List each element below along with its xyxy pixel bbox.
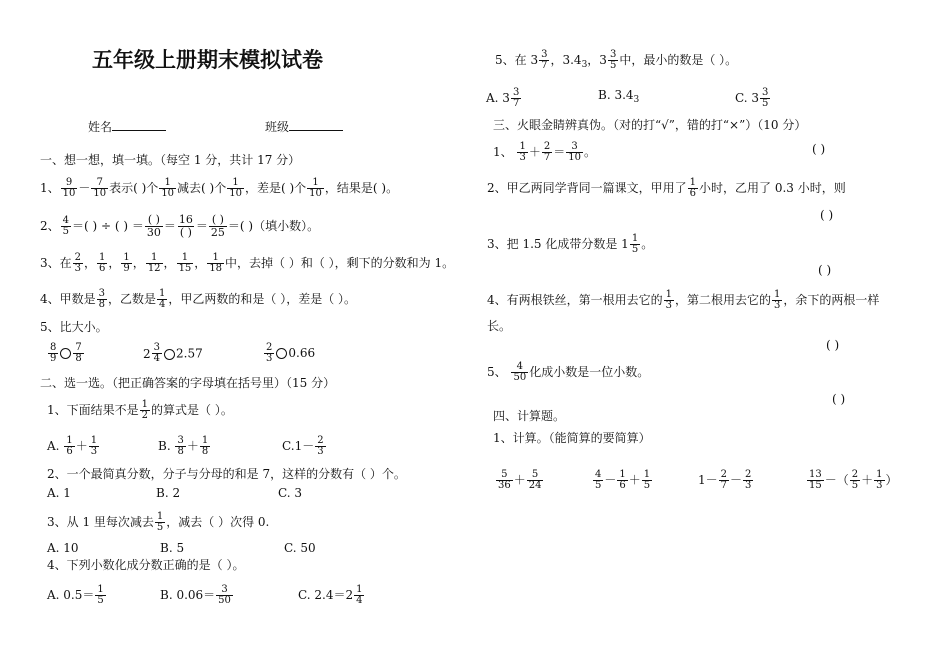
s2-q3-option-a[interactable]: A. 10 [47, 541, 79, 555]
section-3-heading: 三、火眼金睛辨真伪。（对的打“√”，错的打“×”）（10 分） [493, 118, 807, 132]
s3-question-3: 3、把 1.5 化成带分数是 1 $\frac{1}{5}$ 。 [487, 233, 654, 255]
s2-q3-option-c[interactable]: C. 50 [284, 541, 316, 555]
s2-q1-option-b[interactable]: B. $\frac{3}{8}$ ＋ $\frac{1}{8}$ [158, 435, 209, 457]
page-title: 五年级上册期末模拟试卷 [92, 48, 323, 72]
s3-question-5: 5、 $\frac{4}{50}$ 化成小数是一位小数。 [487, 361, 650, 383]
s1-question-1: 1、 $\frac{9}{10}$ － $\frac{7}{10}$ 表示( )个 $\frac{1}{10}$ 减去( )个 $\frac{1}{10}$ ，差是( )个 $\frac{1}{10}$ ，结果是( )。 [40, 177, 399, 199]
compare-circle[interactable] [276, 348, 287, 359]
s4-sub-heading: 1、计算。（能简算的要简算） [493, 431, 651, 445]
s1-question-4: 4、甲数是 $\frac{3}{8}$ ，乙数是 $\frac{1}{4}$ ，甲乙两数的和是（ ），差是（ ）。 [40, 288, 357, 310]
s3-q3-answer-paren[interactable]: ( ) [818, 263, 832, 277]
s2-q1-option-c[interactable]: C.1－ $\frac{2}{3}$ [282, 435, 324, 457]
section-2-heading: 二、选一选。（把正确答案的字母填在括号里）（15 分） [40, 376, 336, 390]
s4-expression-3: 1－ $\frac{2}{7}$ － $\frac{2}{3}$ [698, 469, 752, 491]
s3-question-4: 4、有两根铁丝，第一根用去它的 $\frac{1}{3}$ ，第二根用去它的 $\frac{1}{3}$ ，余下的两根一样 [487, 289, 880, 311]
s2-q2-option-b[interactable]: B. 2 [156, 486, 181, 500]
s2-question-2: 2、一个最简真分数，分子与分母的和是 7，这样的分数有（ ）个。 [47, 467, 406, 481]
s3-question-1: 1、 $\frac{1}{3}$ ＋ $\frac{2}{7}$ ＝ $\frac{3}{10}$ 。 [493, 141, 596, 163]
s2-question-1: 1、下面结果不是 $\frac{1}{2}$ 的算式是（ ）。 [47, 399, 233, 421]
compare-circle[interactable] [164, 349, 175, 360]
s2-q1-option-a[interactable]: A. $\frac{1}{6}$ ＋ $\frac{1}{3}$ [47, 435, 98, 457]
s2-q4-option-a[interactable]: A. 0.5＝ $\frac{1}{5}$ [47, 584, 104, 606]
section-1-heading: 一、想一想，填一填。（每空 1 分，共计 17 分） [40, 153, 301, 167]
class-field: 班级 [265, 120, 343, 134]
s1-question-5-label: 5、比大小。 [40, 320, 108, 334]
s2-question-4: 4、下列小数化成分数正确的是（ ）。 [47, 558, 245, 572]
s3-q5-answer-paren[interactable]: ( ) [832, 392, 846, 406]
s2-q2-option-c[interactable]: C. 3 [278, 486, 303, 500]
s2-q4-option-c[interactable]: C. 2.4＝2 $\frac{1}{4}$ [298, 584, 363, 606]
s2-q4-option-b[interactable]: B. 0.06＝ $\frac{3}{50}$ [160, 584, 231, 606]
s2-question-5: 5、在 3 $\frac{3}{7}$ ，$3.4_3$，3 $\frac{3}{5}$ 中，最小的数是（ ）。 [495, 49, 738, 71]
s2-q2-option-a[interactable]: A. 1 [47, 486, 71, 500]
s1-q5-compare-c: $\frac{2}{3}$ 0.66 [266, 342, 316, 364]
s3-q1-answer-paren[interactable]: ( ) [812, 142, 826, 156]
s1-question-2: 2、 $\frac{4}{5}$ ＝( ) ÷ ( ) ＝ ( ) 30 ＝ 16 ( ) ＝ ( ) 25 ＝( )（填小数）。 [40, 213, 320, 239]
s2-q5-option-c[interactable]: C. 3 $\frac{3}{5}$ [735, 87, 769, 109]
name-field: 姓名 [88, 120, 166, 134]
s2-q5-option-b[interactable]: B. $3.4_3$ [598, 88, 640, 105]
s3-q4-answer-paren[interactable]: ( ) [826, 338, 840, 352]
s4-expression-1: $\frac{5}{36}$ ＋ $\frac{5}{24}$ [498, 469, 542, 491]
compare-circle[interactable] [60, 348, 71, 359]
s2-question-3: 3、从 1 里每次减去 $\frac{1}{5}$ ，减去（ ）次得 0. [47, 511, 270, 533]
s3-q2-answer-paren[interactable]: ( ) [820, 208, 834, 222]
s4-expression-4: $\frac{13}{15}$ －（ $\frac{2}{5}$ ＋ $\frac{1}{3}$ ） [809, 469, 898, 491]
s1-question-3: 3、在 $\frac{2}{3}$ ， $\frac{1}{6}$ ， $\frac{1}{9}$ ， $\frac{1}{12}$ ， $\frac{1}{15}$ ， $\frac{1}{18}$ 中，去掉（ ）和（ ），剩下的分数和为 1。 [40, 252, 455, 274]
s2-q5-option-a[interactable]: A. 3 $\frac{3}{7}$ [486, 87, 520, 109]
s3-question-4-cont: 长。 [487, 319, 512, 333]
s1-q5-compare-a: $\frac{8}{9}$ $\frac{7}{8}$ [50, 342, 82, 364]
s2-q3-option-b[interactable]: B. 5 [160, 541, 185, 555]
s1-q5-compare-b: 2 3 4 2.57 [143, 342, 203, 364]
section-4-heading: 四、计算题。 [493, 409, 566, 423]
s3-question-2: 2、甲乙两同学背同一篇课文，甲用了 $\frac{1}{6}$ 小时，乙用了 0.3 小时，则 [487, 177, 846, 199]
s4-expression-2: $\frac{4}{5}$ － $\frac{1}{6}$ ＋ $\frac{1}{5}$ [595, 469, 651, 491]
